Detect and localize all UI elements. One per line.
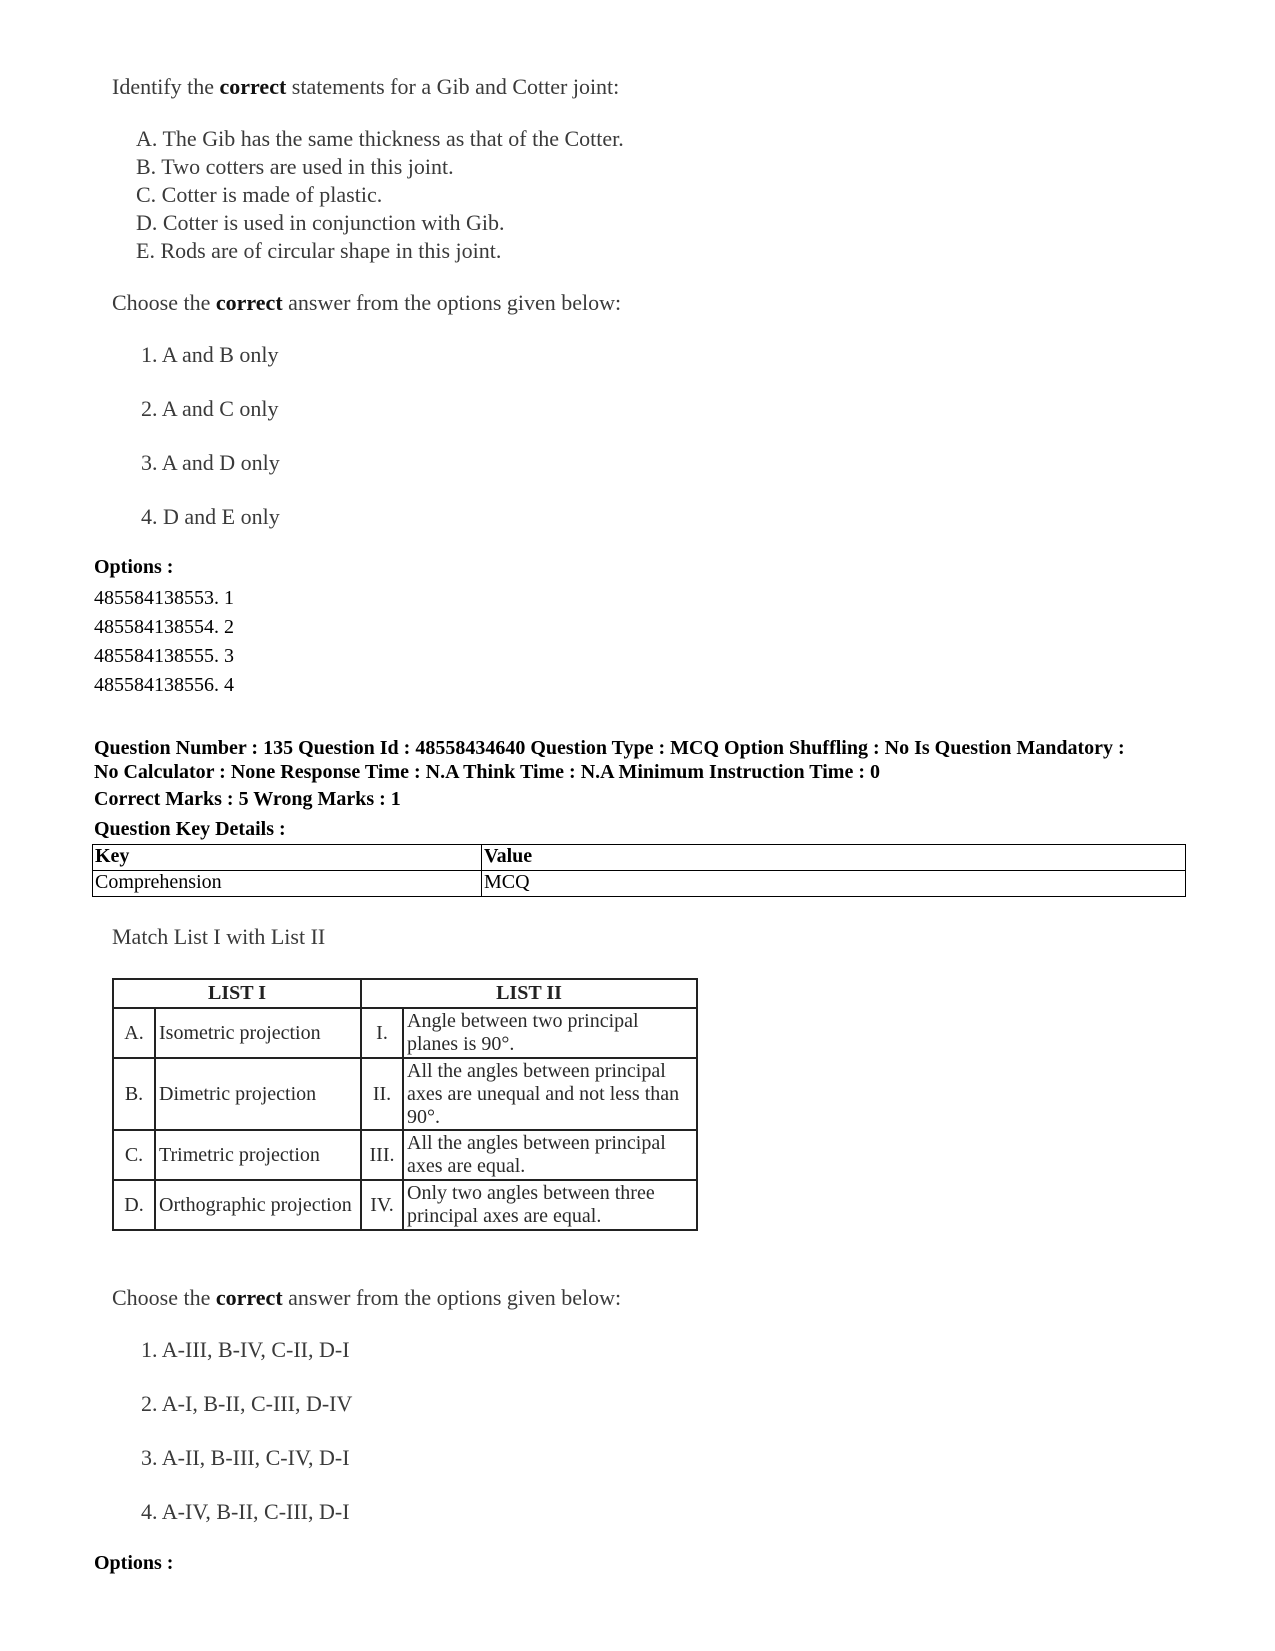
- key-table-row: [93, 871, 1186, 897]
- list-2-item: All the angles between principal axes are unequal and not less than 90°.: [403, 1058, 697, 1130]
- q1-choose-instruction: [112, 290, 621, 316]
- q1-choose-emphasis: correct: [215, 290, 283, 315]
- key-table-cell: Comprehension: [93, 871, 482, 897]
- option-item: 485584138554. 2: [94, 616, 234, 638]
- list-2-item: All the angles between principal axes are equal.: [403, 1130, 697, 1180]
- q2-meta-line: Question Number : 135 Question Id : 48558434640 Question Type : MCQ Option Shuffling : No Is Question Mandatory :: [94, 737, 1125, 759]
- q2-answer-choice: 3. A-II, B-III, C-IV, D-I: [141, 1445, 350, 1470]
- q1-question-stem: [112, 74, 619, 100]
- list-2-header: LIST II: [361, 979, 697, 1008]
- q2-options-label: Options :: [94, 1552, 174, 1574]
- option-item: 485584138556. 4: [94, 674, 234, 696]
- q1-choose-text: Choose the: [112, 290, 216, 315]
- q2-answer-choice: 2. A-I, B-II, C-III, D-IV: [141, 1391, 353, 1416]
- match-table-row: [113, 1130, 697, 1180]
- q1-answer-choice: 3. A and D only: [141, 450, 280, 475]
- q2-choose-instruction: [112, 1285, 621, 1311]
- match-table-row: [113, 1180, 697, 1230]
- list-1-item: Dimetric projection: [155, 1058, 361, 1130]
- key-table-cell: MCQ: [482, 871, 1186, 897]
- list-1-letter: A.: [113, 1008, 155, 1058]
- q2-key-details-label: Question Key Details :: [94, 818, 286, 840]
- list-2-item: Only two angles between three principal axes are equal.: [403, 1180, 697, 1230]
- list-1-letter: D.: [113, 1180, 155, 1230]
- q1-stem-emphasis: correct: [219, 74, 287, 99]
- q1-statement-list: [136, 125, 624, 265]
- q2-answer-choice: 1. A-III, B-IV, C-II, D-I: [141, 1337, 350, 1362]
- key-table-header-cell: Key: [93, 845, 482, 871]
- list-1-item: Trimetric projection: [155, 1130, 361, 1180]
- match-table-header-row: [113, 979, 697, 1008]
- q1-choose-text-end: answer from the options given below:: [282, 290, 622, 315]
- q2-answer-choice: 4. A-IV, B-II, C-III, D-I: [141, 1499, 350, 1524]
- list-1-header: LIST I: [113, 979, 361, 1008]
- q2-choose-text-end: answer from the options given below:: [282, 1285, 622, 1310]
- list-1-item: Orthographic projection: [155, 1180, 361, 1230]
- q1-answer-choice: 4. D and E only: [141, 504, 280, 529]
- option-item: 485584138555. 3: [94, 645, 234, 667]
- q2-match-title: Match List I with List II: [112, 924, 326, 949]
- q2-match-table: [112, 978, 698, 1231]
- q1-statement: E. Rods are of circular shape in this joint.: [136, 238, 502, 263]
- q1-stem-text: Identify the: [112, 74, 220, 99]
- match-table-row: [113, 1008, 697, 1058]
- q1-options-label: Options :: [94, 556, 174, 578]
- key-table-header-row: [93, 845, 1186, 871]
- q2-choose-emphasis: correct: [215, 1285, 283, 1310]
- list-1-item: Isometric projection: [155, 1008, 361, 1058]
- q1-statement: D. Cotter is used in conjunction with Gib.: [136, 210, 505, 235]
- q1-options-list: [94, 584, 234, 700]
- list-1-letter: B.: [113, 1058, 155, 1130]
- option-item: 485584138553. 1: [94, 587, 234, 609]
- list-2-numeral: I.: [361, 1008, 403, 1058]
- list-2-numeral: II.: [361, 1058, 403, 1130]
- q2-marks: Correct Marks : 5 Wrong Marks : 1: [94, 788, 401, 810]
- match-table-row: [113, 1058, 697, 1130]
- list-2-numeral: III.: [361, 1130, 403, 1180]
- q1-statement: B. Two cotters are used in this joint.: [136, 154, 454, 179]
- q2-question-meta: [94, 736, 1194, 784]
- list-1-letter: C.: [113, 1130, 155, 1180]
- q1-statement: C. Cotter is made of plastic.: [136, 182, 383, 207]
- q2-choose-text: Choose the: [112, 1285, 216, 1310]
- q1-stem-text-end: statements for a Gib and Cotter joint:: [286, 74, 620, 99]
- list-2-numeral: IV.: [361, 1180, 403, 1230]
- list-2-item: Angle between two principal planes is 90°.: [403, 1008, 697, 1058]
- q1-statement: A. The Gib has the same thickness as that of the Cotter.: [136, 126, 624, 151]
- key-table-header-cell: Value: [482, 845, 1186, 871]
- q2-key-table: [92, 844, 1186, 897]
- q2-meta-line: No Calculator : None Response Time : N.A Think Time : N.A Minimum Instruction Time : 0: [94, 761, 880, 783]
- q1-answer-choice: 2. A and C only: [141, 396, 279, 421]
- q1-answer-choice: 1. A and B only: [141, 342, 279, 367]
